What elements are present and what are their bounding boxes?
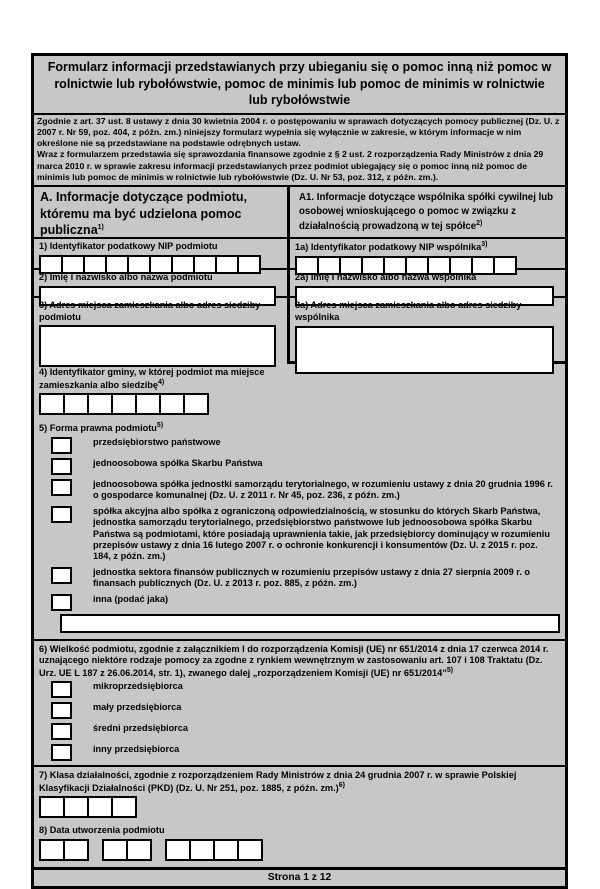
field-address-entity — [34, 298, 290, 364]
legal-form-option[interactable] — [34, 435, 565, 456]
section-a-title: A. Informacje dotyczące podmiotu, któremu ma być udzielona pomoc publiczna — [40, 190, 247, 237]
checkbox[interactable] — [51, 479, 72, 496]
gmina-digit-cell[interactable] — [111, 393, 137, 415]
section-a-header — [34, 187, 290, 239]
entity-size-option[interactable] — [34, 721, 565, 742]
legal-form-option[interactable] — [34, 477, 565, 504]
checkbox[interactable] — [51, 594, 72, 611]
field-pkd — [34, 765, 565, 822]
intro-text — [34, 115, 565, 188]
option-label: inna (podać jaka) — [93, 593, 169, 604]
date-month-group — [102, 839, 152, 861]
pkd-class-cell[interactable] — [39, 796, 65, 818]
field-entity-size — [34, 639, 565, 766]
checkbox[interactable] — [51, 681, 72, 698]
aid-application-form — [31, 53, 568, 889]
section-a1-title: A1. Informacje dotyczące wspólnika spółki cywilnej lub osobowej wnioskującego o pomoc w związku z działalnością prowadzoną w tej spółce — [299, 192, 554, 232]
gmina-digit-cell[interactable] — [159, 393, 185, 415]
section-a-footnote: 1) — [97, 223, 104, 231]
pkd-footnote: 6) — [338, 781, 345, 789]
checkbox[interactable] — [51, 458, 72, 475]
checkbox[interactable] — [51, 723, 72, 740]
nip-partner-label — [290, 239, 565, 254]
legal-form-option[interactable] — [34, 504, 565, 565]
option-label: mikroprzedsiębiorca — [93, 681, 183, 692]
intro-paragraph-1: Zgodnie z art. 37 ust. 8 ustawy z dnia 30 kwietnia 2004 r. o postępowaniu w sprawach dotyczących pomocy publicznej (Dz. U. z 2007 r. Nr 59, poz. 404, z późn. zm.) niniejszy formularz wypełnia się wyłącznie w zakresie, w którym informacje w nim określone nie są przedstawiane na podstawie odrębnych ustaw. — [37, 115, 560, 149]
gmina-digit-cell[interactable] — [39, 393, 65, 415]
date-month-cell[interactable] — [102, 839, 128, 861]
date-day-cell[interactable] — [63, 839, 89, 861]
legal-form-option[interactable] — [34, 456, 565, 477]
gmina-label — [34, 365, 294, 391]
legal-form-footnote: 5) — [156, 422, 164, 430]
option-label: jednoosobowa spółka Skarbu Państwa — [93, 458, 263, 468]
entity-size-footnote: 5) — [446, 666, 454, 674]
field-nip-partner — [290, 239, 565, 270]
entity-address-input[interactable] — [39, 325, 276, 367]
partner-address-input[interactable] — [295, 326, 554, 374]
nip-partner-label-text: 1a) Identyfikator podatkowy NIP wspólnika — [295, 242, 482, 253]
pkd-label-text: 7) Klasa działalności, zgodnie z rozporządzeniem Rady Ministrów z dnia 24 grudnia 2007 r. w sprawie Polskiej Klasyfikacji Działalności (PKD) (Dz. U. Nr 251, poz. 1885, z późn. zm.) — [39, 770, 517, 793]
entity-size-option[interactable] — [34, 700, 565, 721]
creation-date-label: 8) Data utworzenia podmiotu — [39, 825, 165, 836]
gmina-digit-cell[interactable] — [63, 393, 89, 415]
date-day-group — [39, 839, 89, 861]
date-day-cell[interactable] — [39, 839, 65, 861]
pkd-label — [34, 768, 565, 794]
date-year-group — [165, 839, 263, 861]
pkd-class-cell[interactable] — [63, 796, 89, 818]
pkd-cells — [34, 794, 565, 820]
name-partner-label: 2a) Imię i nazwisko albo nazwa wspólnika — [295, 272, 477, 283]
date-year-cell[interactable] — [165, 839, 191, 861]
legal-form-option[interactable] — [34, 592, 565, 613]
gmina-label-text: 4) Identyfikator gminy, w której podmiot ma miejsce zamieszkania albo siedzibę — [39, 367, 265, 390]
section-a1-footnote: 2) — [476, 219, 483, 227]
checkbox[interactable] — [51, 702, 72, 719]
option-label: średni przedsiębiorca — [93, 723, 188, 734]
page-number: Strona 1 z 12 — [34, 867, 565, 886]
section-columns — [34, 187, 565, 364]
gmina-footnote: 4) — [157, 378, 165, 386]
date-year-cell[interactable] — [213, 839, 239, 861]
option-label: spółka akcyjna albo spółka z ograniczoną odpowiedzialnością, w stosunku do których Skarb Państwa, jednostka samorządu terytorialnego, przedsiębiorstwo państwowe lub jednoosobowa spółka Skarbu Państwa są podmiotami, które posiadają uprawnienia takie, jak przedsiębiorcy dominujący w rozumieniu przepisów ustawy z dnia 16 lutego 2007 r. o ochronie konkurencji i konsumentów (Dz. U. z 2015 r. poz. 184, z późn. zm.) — [93, 505, 550, 562]
entity-size-label-text: 6) Wielkość podmiotu, zgodnie z załącznikiem I do rozporządzenia Komisji (UE) nr 651/2014 z dnia 17 czerwca 2014 r. uznającego niektóre rodzaje pomocy za zgodne z rynkiem wewnętrznym w zastosowaniu art. 107 i 108 Traktatu (Dz. Urz. UE L 187 z 26.06.2014, str. 1), zwanego dalej „rozporządzeniem Komisji (UE) nr 651/2014” — [39, 643, 549, 678]
address-partner-label: 3a) Adres miejsca zamieszkania albo adres siedziby wspólnika — [295, 300, 522, 322]
option-label: jednostka sektora finansów publicznych w rozumieniu przepisów ustawy z dnia 27 sierpnia 2009 r. o finansach publicznych (Dz. U. z 2013 r. poz. 885, z późn. zm.) — [93, 566, 531, 589]
gmina-digit-cell[interactable] — [87, 393, 113, 415]
gmina-digit-cell[interactable] — [135, 393, 161, 415]
field-address-partner — [290, 298, 565, 364]
option-label: jednoosobowa spółka jednostki samorządu terytorialnego, w rozumieniu ustawy z dnia 20 grudnia 1996 r. o gospodarce komunalnej (Dz. U. z 2011 r. Nr 45, poz. 236, z późn. zm.) — [93, 479, 553, 501]
legal-form-option[interactable] — [34, 565, 565, 592]
option-label: przedsiębiorstwo państwowe — [93, 437, 221, 447]
date-month-cell[interactable] — [126, 839, 152, 861]
pkd-class-cell[interactable] — [87, 796, 113, 818]
field-name-partner — [290, 270, 565, 298]
date-year-cell[interactable] — [237, 839, 263, 861]
legal-form-label — [34, 420, 565, 435]
intro-paragraph-2: Wraz z formularzem przedstawia się sprawozdania finansowe zgodnie z § 2 ust. 2 rozporządzenia Rady Ministrów z dnia 29 marca 2010 r. w sprawie zakresu informacji przedstawianych przez podmiot ubiegający się o pomoc inną niż pomoc de minimis lub pomoc de minimis w rolnictwie lub rybołówstwie (Dz. U. Nr 53, poz. 312, z późn. zm.). — [37, 149, 544, 183]
nip-entity-label: 1) Identyfikator podatkowy NIP podmiotu — [39, 241, 218, 252]
gmina-cells — [34, 391, 565, 417]
entity-size-label — [34, 642, 565, 680]
date-year-cell[interactable] — [189, 839, 215, 861]
creation-date-cells — [34, 837, 565, 865]
nip-partner-footnote: 3) — [481, 241, 488, 249]
entity-size-option[interactable] — [34, 679, 565, 700]
checkbox[interactable] — [51, 567, 72, 584]
option-label: mały przedsiębiorca — [93, 702, 182, 713]
field-creation-date — [34, 822, 565, 867]
legal-form-other-input[interactable] — [60, 614, 560, 633]
name-entity-label: 2) Imię i nazwisko albo nazwa podmiotu — [39, 272, 213, 283]
section-a1-header — [290, 187, 565, 239]
gmina-digit-cell[interactable] — [183, 393, 209, 415]
field-nip-entity — [34, 239, 290, 270]
checkbox[interactable] — [51, 744, 72, 761]
field-legal-form — [34, 419, 565, 638]
checkbox[interactable] — [51, 437, 72, 454]
pkd-class-cell[interactable] — [111, 796, 137, 818]
legal-form-label-text: 5) Forma prawna podmiotu — [39, 423, 157, 434]
field-name-entity — [34, 270, 290, 298]
checkbox[interactable] — [51, 506, 72, 523]
entity-size-option[interactable] — [34, 742, 565, 763]
address-entity-label: 3) Adres miejsca zamieszkania albo adres siedziby podmiotu — [39, 300, 261, 322]
option-label: inny przedsiębiorca — [93, 744, 180, 755]
form-title: Formularz informacji przedstawianych przy ubieganiu się o pomoc inną niż pomoc w rolnictwie lub rybołówstwie, pomoc de minimis lub pomoc de minimis w rolnictwie lub rybołówstwie — [34, 56, 565, 115]
